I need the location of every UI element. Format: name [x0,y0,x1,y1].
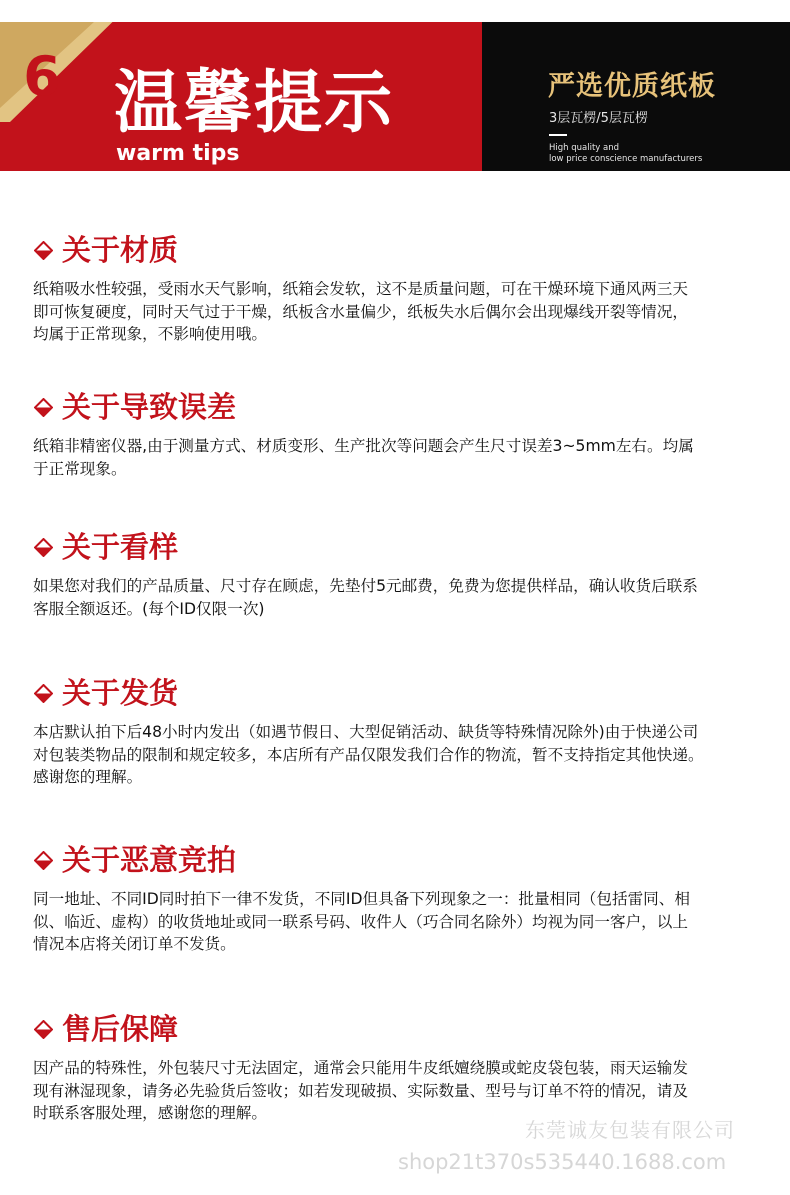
body-line: 于正常现象。 [33,459,127,478]
header-banner [0,22,790,171]
side-subtitle: 3层瓦楞/5层瓦楞 [549,111,648,126]
side-english-line-2: low price conscience manufacturers [549,154,703,164]
side-divider [549,134,567,136]
section-title: 关于发货 [62,676,179,710]
page-subtitle: warm tips [116,141,240,166]
section-title: 关于导致误差 [62,390,237,424]
body-line: 对包装类物品的限制和规定较多，本店所有产品仅限发我们合作的物流，暂不支持指定其他快递。 [33,745,704,764]
body-line: 似、临近、虚构）的收货地址或同一联系号码、收件人（巧合同名除外）均视为同一客户，以上 [33,912,688,931]
body-line: 感谢您的理解。 [33,768,143,786]
section-title: 售后保障 [62,1012,179,1046]
body-line: 纸箱吸水性较强，受雨水天气影响，纸箱会发软，这不是质量问题，可在干燥环境下通风两三天 [33,280,688,298]
side-english-line-1: High quality and [549,143,620,153]
diamond-bullet-icon [34,241,53,260]
body-line: 如果您对我们的产品质量、尺寸存在顾虑，先垫付5元邮费，免费为您提供样品，确认收货后联系 [33,577,698,595]
diamond-bullet-icon [34,398,53,417]
diamond-bullet-icon [34,851,53,870]
section-title: 关于看样 [62,530,179,564]
section-title: 关于材质 [62,233,179,267]
side-title: 严选优质纸板 [548,71,716,102]
section-body [33,435,761,480]
badge-number: 6 [23,45,61,108]
diamond-bullet-icon [34,684,53,703]
section-body [33,575,761,620]
body-line: 均属于正常现象，不影响使用哦。 [33,325,267,343]
diamond-bullet-icon [34,1020,53,1039]
page-title: 温馨提示 [114,64,395,143]
body-line: 客服全额返还。(每个ID仅限一次) [33,599,265,618]
side-english-text [549,143,769,165]
section-title: 关于恶意竞拍 [62,843,237,877]
watermark-company: 东莞诚友包装有限公司 [525,1118,735,1142]
body-line: 即可恢复硬度，同时天气过于干燥，纸板含水量偏少，纸板失水后偶尔会出现爆线开裂等情况， [33,302,688,321]
body-line: 现有淋湿现象，请务必先验货后签收；如若发现破损、实际数量、型号与订单不符的情况，请及 [33,1081,688,1100]
body-line: 因产品的特殊性，外包装尺寸无法固定，通常会只能用牛皮纸嬗绕膜或蛇皮袋包装，雨天运输发 [33,1059,688,1077]
body-line: 情况本店将关闭订单不发货。 [33,935,236,953]
watermark-url: shop21t370s535440.1688.com [398,1150,727,1174]
body-line: 时联系客服处理，感谢您的理解。 [33,1104,267,1122]
section-body [33,278,761,346]
body-line: 纸箱非精密仪器,由于测量方式、材质变形、生产批次等问题会产生尺寸误差3~5mm左右。均属 [33,437,694,455]
body-line: 本店默认拍下后48小时内发出（如遇节假日、大型促销活动、缺货等特殊情况除外)由于快递公司 [33,723,699,741]
section-body [33,888,761,956]
body-line: 同一地址、不同ID同时拍下一律不发货，不同ID但具备下列现象之一：批量相同（包括雷同、相 [33,890,690,908]
section-body [33,721,761,789]
diamond-bullet-icon [34,538,53,557]
